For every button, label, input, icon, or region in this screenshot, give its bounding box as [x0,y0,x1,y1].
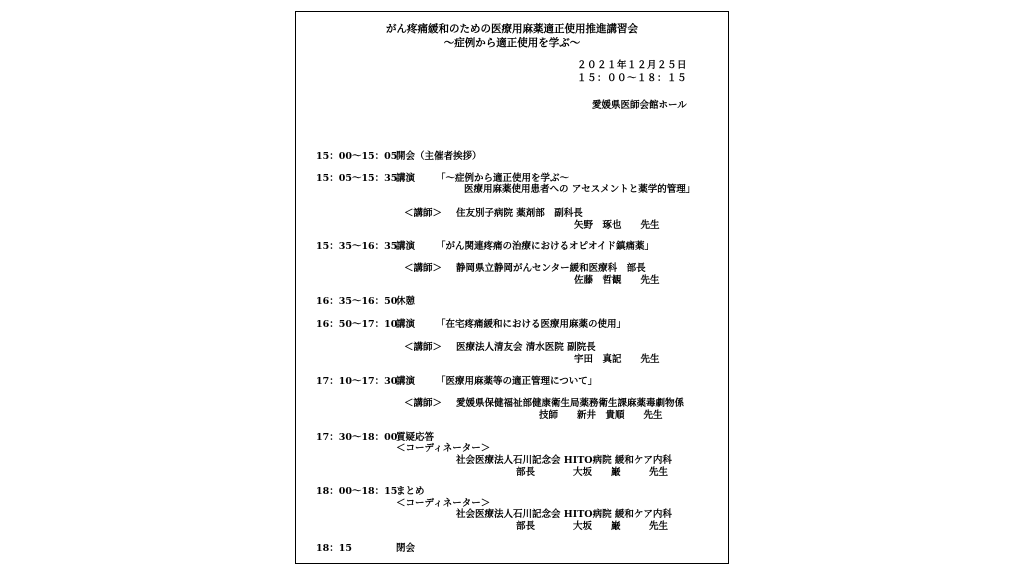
session-label: まとめ [396,486,425,497]
coordinator-name: 部長 大坂 巌 先生 [516,521,669,532]
speaker-affiliation: 愛媛県保健福祉部健康衛生局薬務衛生課麻薬毒劇物係 [456,398,685,409]
event-venue: 愛媛県医師会館ホール [592,100,687,111]
program-document [295,11,729,564]
coordinator-tag: ＜コーディネーター＞ [396,498,491,509]
speaker-name: 技師 新井 貴順 先生 [539,410,663,421]
session-time: 18：15 [316,543,352,554]
session-time: 16：35～16：50 [316,296,398,307]
session-label: 講演 [396,241,416,252]
speaker-affiliation: 医療法人清友会 清水医院 副院長 [456,342,596,353]
speaker-tag: ＜講師＞ [404,342,443,353]
speaker-affiliation: 静岡県立静岡がんセンター緩和医療科 部長 [456,263,646,274]
speaker-tag: ＜講師＞ [404,398,443,409]
session-label: 開会（主催者挨拶） [396,151,482,162]
event-time: １５：００～１８：１５ [577,73,688,84]
coordinator-name: 部長 大坂 巌 先生 [516,467,669,478]
lecture-title: 「がん関連疼痛の治療におけるオピオイド鎮痛薬」 [436,241,655,252]
event-date: ２０２１年１２月２５日 [577,60,688,71]
session-time: 17：30～18：00 [316,432,398,443]
speaker-affiliation: 住友別子病院 薬剤部 副科長 [456,208,583,219]
session-label: 講演 [396,319,416,330]
lecture-title: 「医療用麻薬等の適正管理について」 [436,376,598,387]
speaker-name: 矢野 琢也 先生 [574,220,660,231]
document-subtitle: ～症例から適正使用を学ぶ～ [443,37,581,49]
session-label: 講演 [396,376,416,387]
coordinator-affiliation: 社会医療法人石川記念会 HITO病院 緩和ケア内科 [456,455,672,466]
session-label: 閉会 [396,543,416,554]
speaker-name: 佐藤 哲観 先生 [574,275,660,286]
session-time: 18：00～18：15 [316,486,398,497]
lecture-title: 「～症例から適正使用を学ぶ～ [436,173,570,184]
coordinator-affiliation: 社会医療法人石川記念会 HITO病院 緩和ケア内科 [456,509,672,520]
session-time: 15：05～15：35 [316,173,398,184]
coordinator-tag: ＜コーディネーター＞ [396,443,491,454]
session-label: 講演 [396,173,416,184]
session-label: 休憩 [396,296,416,307]
document-title: がん疼痛緩和のための医療用麻薬適正使用推進講習会 [386,23,638,35]
session-time: 16：50～17：10 [316,319,398,330]
session-time: 15：35～16：35 [316,241,398,252]
session-time: 15：00～15：05 [316,151,398,162]
speaker-name: 宇田 真記 先生 [574,354,660,365]
speaker-tag: ＜講師＞ [404,208,443,219]
lecture-title-line2: 医療用麻薬使用患者への アセスメントと薬学的管理」 [464,184,696,195]
lecture-title: 「在宅疼痛緩和における医療用麻薬の使用」 [436,319,627,330]
session-label: 質疑応答 [396,432,435,443]
session-time: 17：10～17：30 [316,376,398,387]
speaker-tag: ＜講師＞ [404,263,443,274]
